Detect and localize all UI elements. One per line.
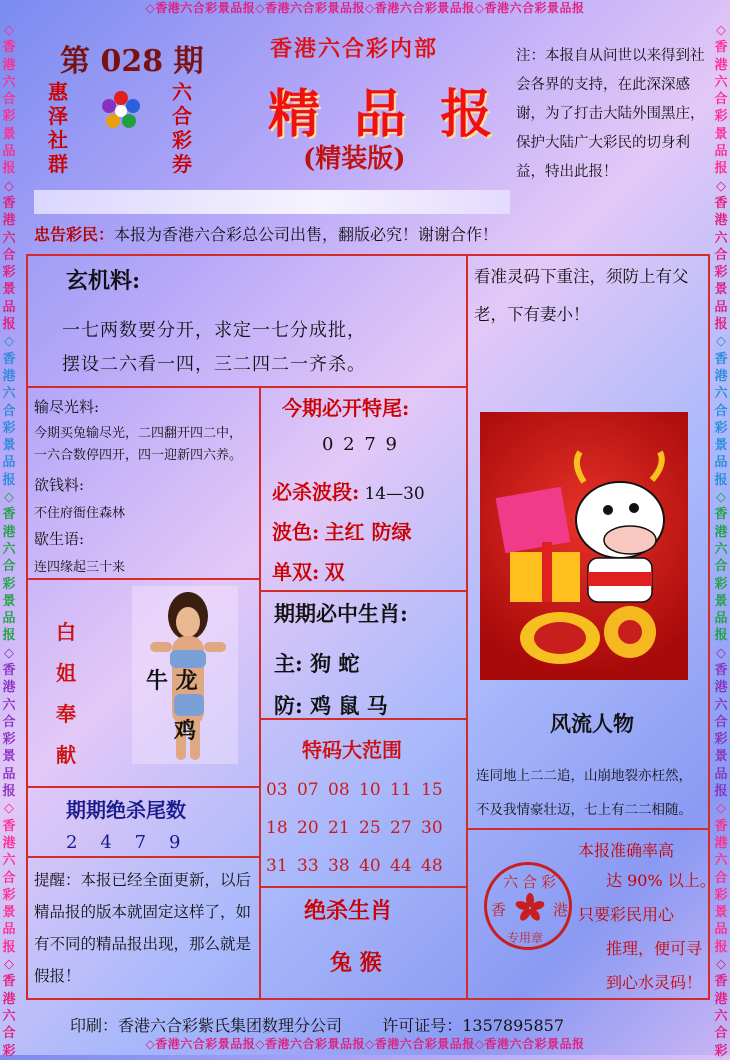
left-border-char: 合 — [2, 1026, 16, 1042]
wave-value: 14—30 — [364, 484, 425, 504]
accuracy-line-5: 到心水灵码！ — [606, 973, 703, 992]
official-stamp — [484, 862, 572, 950]
lottery-logo-icon — [98, 88, 144, 134]
footer-printer: 印刷：香港六合彩紫氏集团数理分公司 — [70, 1016, 343, 1035]
left-border-char: 合 — [2, 559, 16, 575]
left-border-char: 港 — [2, 524, 16, 540]
right-border-char: ◇ — [716, 23, 726, 38]
warning-line — [34, 222, 498, 245]
right-border-char: 港 — [714, 524, 728, 540]
color-line — [272, 516, 411, 545]
left-border-char: 合 — [2, 403, 16, 419]
left-border-char: 港 — [2, 991, 16, 1007]
left-border-char: ◇ — [4, 801, 14, 817]
oddeven-value: 双 — [324, 560, 345, 584]
right-border-char: 港 — [714, 57, 728, 73]
right-border-char: 景 — [714, 438, 728, 454]
left-border-char: 报 — [2, 472, 16, 488]
lose-all-text-1: 今期买兔输尽光，二四翻开四二中， — [34, 426, 243, 441]
edition-label: (精装版) — [303, 144, 406, 174]
right-border-char: ◇ — [716, 334, 726, 350]
wave-label: 必杀波段: — [272, 480, 360, 504]
logo-left-text: 惠 泽 社 群 — [48, 80, 68, 176]
right-border-char: 合 — [714, 403, 728, 419]
right-border-char: 品 — [714, 144, 728, 160]
tail-title: 今期必开特尾: — [282, 396, 410, 420]
vertical-divider-left — [259, 386, 261, 1000]
right-border-char: 报 — [714, 784, 728, 800]
left-border-char: 报 — [2, 784, 16, 800]
left-border-char: 彩 — [2, 265, 16, 281]
right-border-char: 港 — [714, 368, 728, 384]
left-border-char: 品 — [2, 611, 16, 627]
reminder-text: 提醒：本报已经全面更新，以后精品报的版本就固定这样了，如有不同的精品报出现，那么就是假报！ — [34, 871, 252, 985]
oddeven-label: 单双: — [272, 560, 320, 584]
right-border-char: 品 — [714, 922, 728, 938]
right-border-char: 彩 — [714, 576, 728, 592]
right-border-char: 香 — [714, 351, 728, 367]
left-border-char: 品 — [2, 922, 16, 938]
left-border-char: 景 — [2, 749, 16, 765]
left-border-char: 彩 — [2, 576, 16, 592]
left-border-char: 香 — [2, 818, 16, 834]
left-border-char: 港 — [2, 57, 16, 73]
right-border-char: 彩 — [714, 109, 728, 125]
right-border-char: ◇ — [716, 801, 726, 817]
divider-fengliu — [466, 828, 710, 830]
stamp-right-text: 港 — [553, 901, 569, 919]
left-border-char: 六 — [2, 74, 16, 90]
fengliu-line-2: 不及我情豪壮迈，七上有二二相随。 — [476, 802, 692, 818]
left-border-text — [1, 22, 17, 1059]
right-border-char: 香 — [714, 974, 728, 990]
stamp-left-text: 香 — [491, 901, 507, 919]
right-border-char: 香 — [714, 507, 728, 523]
left-border-char: 合 — [2, 714, 16, 730]
right-border-char: ◇ — [716, 957, 726, 973]
left-border-char: 港 — [2, 680, 16, 696]
left-border-char: ◇ — [4, 178, 14, 194]
right-border-char: 报 — [714, 939, 728, 955]
header-divider — [34, 190, 510, 214]
right-border-char: 品 — [714, 299, 728, 315]
color-label: 波色: — [272, 520, 320, 544]
left-border-char: 合 — [2, 92, 16, 108]
left-border-char: 品 — [2, 299, 16, 315]
left-border-char: 香 — [2, 351, 16, 367]
divider-killtail — [26, 856, 261, 858]
portrait-caption: 白 姐 奉 献 — [56, 620, 76, 767]
range-row: 03 07 08 10 11 15 — [266, 780, 443, 800]
divider-left-mid — [26, 578, 261, 580]
accuracy-line-4: 推理，便可寻 — [606, 939, 703, 958]
right-border-char: 景 — [714, 126, 728, 142]
right-border-char: 六 — [714, 853, 728, 869]
right-border-char: ◇ — [716, 178, 726, 194]
issue-number: 第 028 期 — [60, 44, 204, 79]
left-border-char: 香 — [2, 40, 16, 56]
right-border-char: 六 — [714, 541, 728, 557]
right-border-char: 六 — [714, 74, 728, 90]
killzodiac-title: 绝杀生肖 — [304, 898, 393, 924]
left-border-char: 景 — [2, 126, 16, 142]
left-border-char: 六 — [2, 230, 16, 246]
money-text: 不住府衙住森林 — [34, 506, 126, 521]
range-title: 特码大范围 — [302, 738, 402, 762]
divider-tail — [259, 590, 468, 592]
left-border-char: 彩 — [2, 420, 16, 436]
xuanji-line-1: 一七两数要分开，求定一七分成批， — [62, 320, 366, 341]
right-border-char: 品 — [714, 766, 728, 782]
right-border-char: 香 — [714, 818, 728, 834]
bull-mascot-image — [480, 412, 688, 680]
right-border-char: 合 — [714, 714, 728, 730]
stamp-top-text: 六合彩 — [503, 873, 561, 891]
color-value: 主红 防绿 — [324, 520, 412, 544]
right-border-char: 报 — [714, 317, 728, 333]
left-border-char: 景 — [2, 438, 16, 454]
right-border-char: 合 — [714, 1026, 728, 1042]
right-border-char: 报 — [714, 628, 728, 644]
right-border-char: 合 — [714, 870, 728, 886]
left-border-char: 六 — [2, 697, 16, 713]
right-border-char: 景 — [714, 905, 728, 921]
left-border-char: 彩 — [2, 1043, 16, 1059]
range-row: 31 33 38 40 44 48 — [266, 856, 443, 876]
right-border-char: 合 — [714, 247, 728, 263]
divider-range — [259, 886, 468, 888]
zodiac-guard: 防: 鸡 鼠 马 — [274, 693, 388, 718]
left-border-char: 报 — [2, 939, 16, 955]
left-border-char: 品 — [2, 766, 16, 782]
publisher: 香港六合彩内部 — [270, 36, 439, 62]
right-border-char: 彩 — [714, 1043, 728, 1059]
left-border-char: 香 — [2, 662, 16, 678]
warning-text: 本报为香港六合彩总公司出售，翻版必究！谢谢合作！ — [114, 225, 499, 244]
right-border-char: 合 — [714, 559, 728, 575]
wave-line — [272, 476, 425, 505]
right-border-char: 报 — [714, 161, 728, 177]
left-border-char: ◇ — [4, 645, 14, 661]
right-border-char: 报 — [714, 472, 728, 488]
accuracy-line-3: 只要彩民用心 — [578, 905, 675, 924]
right-border-char: 港 — [714, 213, 728, 229]
notice-text: 注：本报自从问世以来得到社会各界的支持，在此深深感谢，为了打击大陆外围黑庄，保护大陆广大彩民的切身利益，特出此报！ — [516, 48, 705, 180]
right-border-char: 景 — [714, 593, 728, 609]
left-border-char: 彩 — [2, 109, 16, 125]
left-border-char: 景 — [2, 905, 16, 921]
left-border-char: ◇ — [4, 490, 14, 506]
right-border-char: 香 — [714, 662, 728, 678]
left-border-char: 景 — [2, 282, 16, 298]
right-border-char: 彩 — [714, 732, 728, 748]
money-title: 欲钱料: — [34, 476, 85, 494]
bottom-border-text: ◇香港六合彩景品报◇香港六合彩景品报◇香港六合彩景品报◇香港六合彩景品报 — [145, 1037, 585, 1051]
saying-text: 连四缘起三十来 — [34, 560, 126, 575]
logo-block — [48, 80, 198, 180]
divider-portrait — [26, 786, 261, 788]
tail-digits: 0 2 7 9 — [322, 434, 399, 455]
right-top-text: 看准灵码下重注，须防上有父老，下有妻小！ — [474, 267, 689, 324]
killtail-digits: 2 4 7 9 — [66, 832, 181, 853]
left-border-char: 六 — [2, 386, 16, 402]
left-border-char: 港 — [2, 368, 16, 384]
left-border-char: 合 — [2, 247, 16, 263]
left-border-char: 品 — [2, 144, 16, 160]
left-border-char: 六 — [2, 853, 16, 869]
left-border-char: 港 — [2, 213, 16, 229]
left-border-char: ◇ — [4, 957, 14, 973]
left-border-char: 报 — [2, 628, 16, 644]
vertical-divider-right — [466, 254, 468, 1000]
killtail-title: 期期绝杀尾数 — [66, 798, 186, 822]
saying-title: 歇生语: — [34, 530, 85, 548]
zodiac-main: 主: 狗 蛇 — [274, 651, 360, 676]
right-border-char: ◇ — [716, 490, 726, 506]
left-border-char: 彩 — [2, 887, 16, 903]
accuracy-line-2: 达 90% 以上。 — [606, 871, 716, 890]
bauhinia-icon — [515, 893, 545, 923]
left-border-char: 彩 — [2, 732, 16, 748]
portrait-overlay-2: 鸡 — [174, 718, 197, 744]
right-border-char: 品 — [714, 611, 728, 627]
right-border-char: 港 — [714, 835, 728, 851]
lose-all-text-2: 一六合数停四开，四一迎新四六养。 — [34, 448, 243, 463]
left-border-char: 报 — [2, 161, 16, 177]
left-border-char: 香 — [2, 195, 16, 211]
left-border-char: 六 — [2, 1008, 16, 1024]
right-border-char: ◇ — [716, 645, 726, 661]
warning-head: 忠告彩民： — [34, 225, 115, 244]
left-border-char: 报 — [2, 317, 16, 333]
right-border-char: 六 — [714, 386, 728, 402]
right-border-char: 港 — [714, 991, 728, 1007]
divider-xuanji — [26, 386, 468, 388]
left-border-char: 香 — [2, 974, 16, 990]
footer-license: 许可证号：1357895857 — [382, 1016, 565, 1035]
right-border-char: 景 — [714, 282, 728, 298]
page-title: 精 品 报 — [268, 84, 501, 145]
left-border-char: 香 — [2, 507, 16, 523]
right-border-char: 港 — [714, 680, 728, 696]
left-border-char: ◇ — [4, 23, 14, 38]
left-border-char: 合 — [2, 870, 16, 886]
right-border-char: 彩 — [714, 265, 728, 281]
stamp-bottom-text: 专用章 — [507, 931, 544, 945]
right-border-char: 六 — [714, 697, 728, 713]
left-border-char: 港 — [2, 835, 16, 851]
right-border-char: 品 — [714, 455, 728, 471]
oddeven-line — [272, 556, 344, 585]
right-border-char: 彩 — [714, 887, 728, 903]
killzodiac-value: 兔 猴 — [330, 950, 382, 976]
left-border-char: 景 — [2, 593, 16, 609]
right-border-char: 彩 — [714, 420, 728, 436]
right-border-char: 景 — [714, 749, 728, 765]
right-border-char: 六 — [714, 1008, 728, 1024]
zodiac-title: 期期必中生肖: — [274, 601, 408, 626]
footer — [70, 1013, 564, 1036]
logo-right-text: 六 合 彩 券 — [172, 80, 192, 176]
right-border-char: 六 — [714, 230, 728, 246]
fengliu-title: 风流人物 — [550, 711, 634, 736]
portrait-overlay-1: 牛 龙 — [146, 668, 198, 694]
lose-all-title: 输尽光料: — [34, 398, 100, 416]
left-border-char: ◇ — [4, 334, 14, 350]
xuanji-title: 玄机料: — [66, 268, 141, 294]
top-border-text: ◇香港六合彩景品报◇香港六合彩景品报◇香港六合彩景品报◇香港六合彩景品报 — [145, 1, 585, 15]
right-border-char: 合 — [714, 92, 728, 108]
left-border-char: 品 — [2, 455, 16, 471]
left-border-char: 六 — [2, 541, 16, 557]
accuracy-text: 本报准确率高 — [578, 841, 675, 860]
fengliu-line-1: 连同地上二二追，山崩地裂亦枉然， — [476, 768, 692, 784]
xuanji-line-2: 摆设二六看一四，三二四二一齐杀。 — [62, 354, 366, 375]
right-border-char: 香 — [714, 195, 728, 211]
right-border-char: 香 — [714, 40, 728, 56]
range-row: 18 20 21 25 27 30 — [266, 818, 443, 838]
